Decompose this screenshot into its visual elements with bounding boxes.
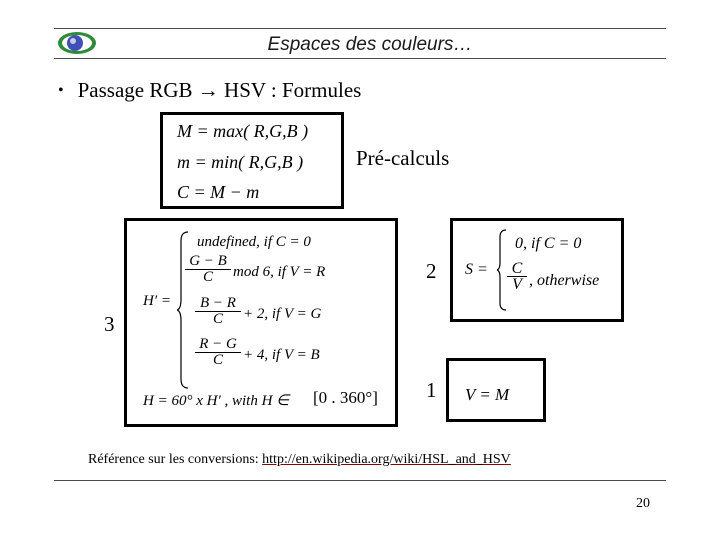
precalc-line-1: M = max( R,G,B ) [177, 121, 309, 141]
hue-final: H = 60° x H′ , with H ∈ [143, 393, 290, 409]
hue-case-4-cond: + 4, if V = B [243, 347, 320, 363]
bullet-prefix: Passage RGB [77, 78, 193, 102]
precalc-line-2: m = min( R,G,B ) [177, 152, 304, 172]
slide-title: Espaces des couleurs… [267, 34, 473, 55]
hue-box [124, 218, 398, 427]
hue-case-2-frac [185, 254, 231, 285]
eye-logo-icon [56, 30, 98, 56]
header-rule-top [54, 28, 666, 29]
saturation-case-2-num: C [507, 261, 527, 277]
value-box [446, 358, 546, 422]
hue-case-3-cond: + 2, if V = G [243, 306, 322, 322]
hue-case-2-num: G − B [185, 254, 231, 270]
saturation-case-2-cond: , otherwise [529, 272, 600, 289]
hue-number: 3 [104, 312, 115, 336]
hue-case-4-num: R − G [195, 337, 241, 353]
hue-case-2-den: C [202, 269, 213, 285]
hue-case-2-cond: mod 6, if V = R [233, 264, 326, 280]
hue-case-3-frac [195, 296, 241, 327]
header-rule-bottom [54, 58, 666, 59]
precalc-box [160, 112, 344, 209]
saturation-brace-icon [497, 229, 507, 311]
hue-interval: [0 . 360°] [313, 388, 378, 407]
reference-link[interactable]: http://en.wikipedia.org/wiki/HSL_and_HSV [262, 452, 511, 467]
precalc-line-3: C = M − m [177, 182, 260, 202]
hue-case-4-frac [195, 337, 241, 368]
page-number: 20 [636, 496, 650, 511]
hue-case-1: undefined, if C = 0 [197, 234, 311, 250]
saturation-case-2-frac [507, 261, 527, 292]
bullet-heading [58, 78, 361, 103]
saturation-case-2-den: V [512, 276, 522, 293]
value-number: 1 [426, 378, 437, 402]
saturation-number: 2 [426, 259, 437, 283]
hue-lhs: H′ = [143, 293, 171, 309]
precalc-label: Pré-calculs [356, 146, 450, 170]
footer-rule [54, 480, 666, 481]
hue-case-3-num: B − R [195, 296, 241, 312]
hue-case-4-den: C [212, 352, 223, 368]
bullet-dot: • [58, 82, 64, 99]
hue-case-3-den: C [212, 311, 223, 327]
arrow-icon: → [197, 78, 219, 102]
saturation-box [450, 218, 624, 322]
saturation-case-1: 0, if C = 0 [515, 235, 582, 252]
reference-text: Référence sur les conversions: [88, 452, 259, 467]
reference-line [88, 452, 511, 468]
value-formula: V = M [465, 385, 510, 404]
bullet-suffix: HSV : Formules [224, 78, 362, 102]
saturation-lhs: S = [465, 261, 488, 278]
